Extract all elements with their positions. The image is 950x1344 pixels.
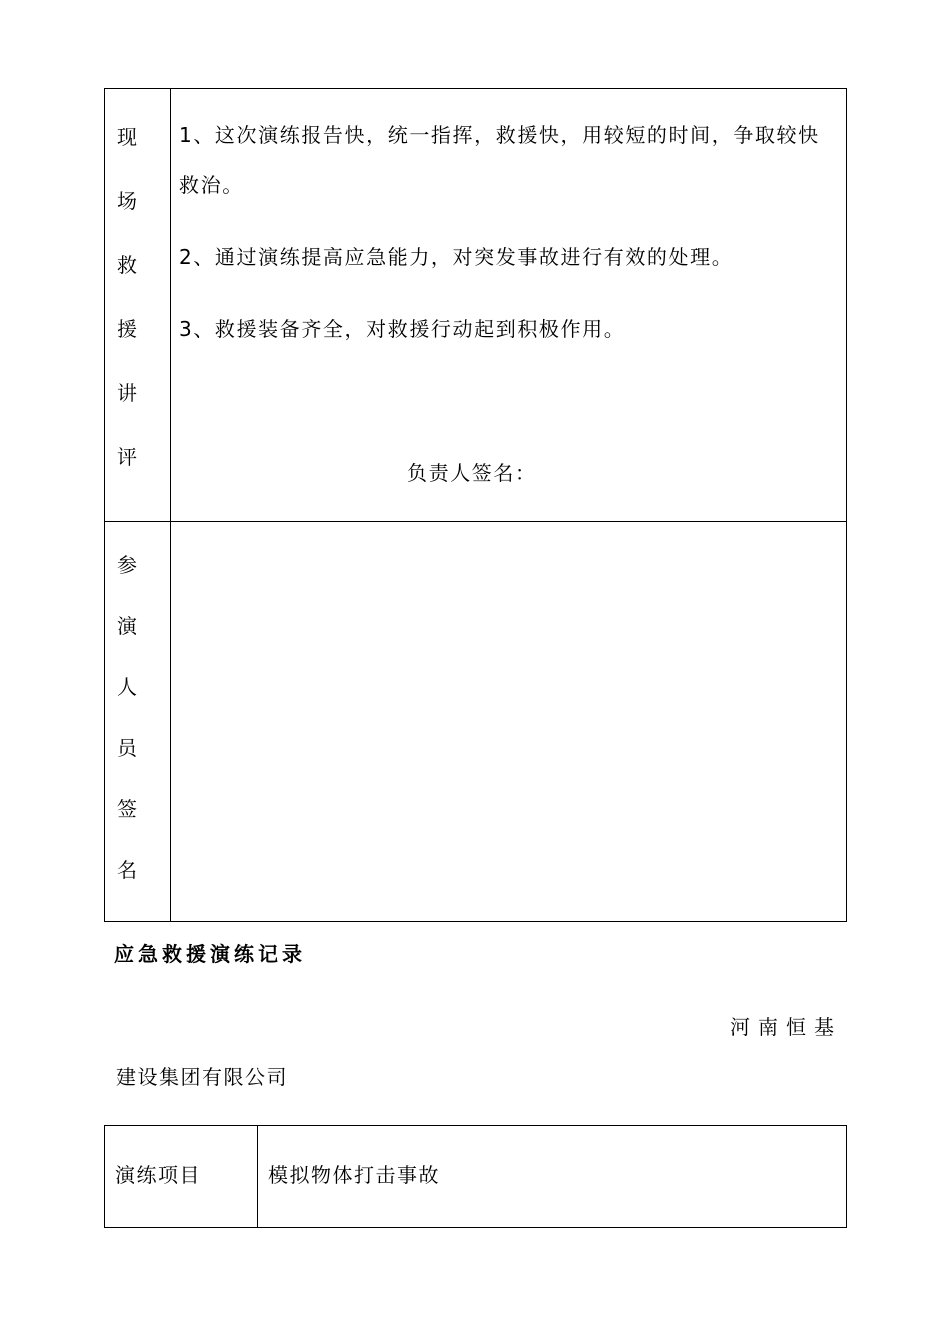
review-paragraph-2: 2、通过演练提高应急能力，对突发事故进行有效的处理。 [179,245,734,269]
label-char: 签 [117,797,137,821]
participants-label [105,522,170,880]
label-char: 名 [117,858,137,882]
drill-review-table [104,88,847,922]
review-label [105,89,170,467]
review-paragraph-3: 3、救援装备齐全，对救援行动起到积极作用。 [179,317,626,341]
signer-label: 负责人签名： [407,461,537,485]
label-char: 场 [117,189,137,213]
label-char: 参 [117,553,137,577]
label-char: 员 [117,736,137,760]
record-heading: 应急救援演练记录 [114,942,306,966]
company-name-line-1: 河南恒基 [730,1015,842,1039]
review-row [105,89,847,522]
label-char: 讲 [117,381,137,405]
drill-item-value: 模拟物体打击事故 [258,1126,847,1228]
participants-label-cell [105,522,171,922]
participants-signature-cell [171,522,847,922]
review-label-cell [105,89,171,522]
label-char: 人 [117,675,137,699]
label-char: 评 [117,445,137,469]
review-content-cell [171,89,847,522]
drill-item-label: 演练项目 [105,1126,258,1228]
drill-info-table [104,1125,847,1228]
participants-row [105,522,847,922]
company-name-line-2: 建设集团有限公司 [116,1065,288,1089]
label-char: 现 [117,125,137,149]
drill-item-row [105,1126,847,1228]
label-char: 演 [117,614,137,638]
review-paragraph-1-line-1: 1、这次演练报告快，统一指挥，救援快，用较短的时间，争取较快 [179,123,820,147]
review-paragraph-1-line-2: 救治。 [179,173,244,197]
label-char: 援 [117,317,137,341]
label-char: 救 [117,253,137,277]
